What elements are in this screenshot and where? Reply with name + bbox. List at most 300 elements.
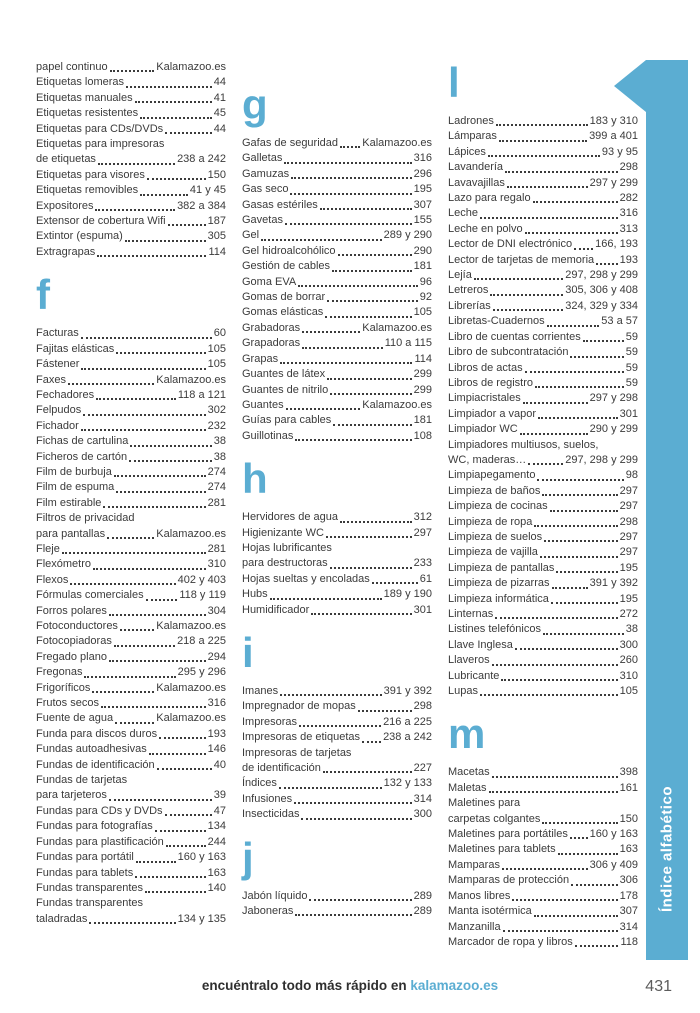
- entry-row: [448, 684, 638, 699]
- entry-label: Limpieza de pizarras: [448, 577, 550, 590]
- entry-label: Ficheros de cartón: [36, 450, 128, 463]
- entry-row: [242, 603, 432, 618]
- dot-leader: [286, 408, 361, 410]
- entry-page-number: 41 y 45: [189, 184, 226, 197]
- entry-row: [448, 191, 638, 206]
- section-letter-h: h: [242, 455, 268, 503]
- entry-page-number: 92: [419, 291, 432, 304]
- entry-page-number: 227: [413, 762, 432, 774]
- entry-page-number: 114: [414, 352, 432, 365]
- entry-label: Gomas de borrar: [242, 291, 326, 304]
- dot-leader: [534, 915, 618, 917]
- entry-row: [242, 398, 432, 413]
- entry-label: Guías para cables: [242, 414, 332, 427]
- dot-leader: [81, 368, 205, 370]
- entry-row: [36, 804, 226, 819]
- dot-leader: [340, 521, 412, 523]
- entry-page-number: 299: [413, 368, 432, 381]
- index-entry: [448, 314, 638, 329]
- entry-row: [36, 214, 226, 229]
- entry-label: Imanes: [242, 684, 279, 697]
- index-entry: [242, 321, 432, 336]
- index-entry: [36, 357, 226, 372]
- section-letter-l: l: [448, 59, 460, 106]
- entry-page-number: 53 a 57: [601, 315, 638, 328]
- dot-leader: [537, 479, 623, 481]
- entry-page-number: Kalamazoo.es: [362, 137, 432, 149]
- entry-label: Fichador: [36, 419, 79, 432]
- entry-page-number: 398: [619, 766, 638, 779]
- entry-row: [36, 434, 226, 449]
- entry-label: Manta isotérmica: [448, 905, 532, 918]
- index-entry: [242, 352, 432, 367]
- dot-leader: [535, 386, 624, 388]
- entry-label: Fundas de identificación: [36, 758, 155, 771]
- entry-page-number: 238 a 242: [383, 731, 432, 744]
- entry-page-number: 193: [207, 727, 226, 740]
- index-entry: [448, 592, 638, 607]
- entry-page-number: 294: [207, 650, 226, 663]
- entry-row: [448, 283, 638, 298]
- dot-leader: [515, 648, 618, 650]
- entry-row: [36, 168, 226, 183]
- entry-label: Lazo para regalo: [448, 192, 531, 205]
- index-entry: [242, 889, 432, 904]
- entry-row: [242, 556, 432, 571]
- dot-leader: [279, 787, 382, 789]
- entry-label: Fotocopiadoras: [36, 635, 112, 648]
- dot-leader: [301, 818, 411, 820]
- entry-label: Lejía: [448, 269, 472, 282]
- entry-row: [448, 206, 638, 221]
- entry-label: Faxes: [36, 373, 66, 386]
- entry-row: [242, 889, 432, 904]
- dot-leader: [330, 393, 411, 395]
- dot-leader: [116, 491, 205, 493]
- dot-leader: [523, 402, 588, 404]
- entry-page-number: 195: [619, 561, 638, 574]
- entry-row: [242, 290, 432, 305]
- index-entry: [36, 619, 226, 634]
- entry-row: [36, 60, 226, 75]
- entry-row: [36, 557, 226, 572]
- entry-page-number: 282: [619, 192, 638, 205]
- entry-row: [448, 376, 638, 391]
- index-entry: [448, 361, 638, 376]
- entry-label: Fechadores: [36, 388, 95, 401]
- entry-row: [242, 136, 432, 151]
- entry-row: [448, 484, 638, 499]
- index-entry: [36, 727, 226, 742]
- entry-label: Film estirable: [36, 496, 102, 509]
- entry-page-number: 289: [413, 905, 432, 918]
- entry-label: Fundas para CDs y DVDs: [36, 804, 163, 817]
- dot-leader: [125, 240, 206, 242]
- dot-leader: [570, 837, 588, 839]
- entry-label: Guantes de nitrilo: [242, 383, 329, 396]
- dot-leader: [525, 371, 624, 373]
- dot-leader: [302, 331, 360, 333]
- entry-row: [242, 730, 432, 745]
- dot-leader: [83, 414, 205, 416]
- entry-row: [36, 229, 226, 244]
- index-entry: [448, 530, 638, 545]
- dot-leader: [571, 884, 618, 886]
- entry-row: [448, 468, 638, 483]
- dot-leader: [93, 568, 206, 570]
- dot-leader: [330, 567, 412, 569]
- entry-page-number: 134: [207, 820, 226, 833]
- entry-row: [448, 330, 638, 345]
- entry-label: Insecticidas: [242, 808, 300, 821]
- entry-row: [36, 742, 226, 757]
- entry-row: [36, 527, 226, 542]
- entry-row: [242, 715, 432, 730]
- index-entry: [242, 259, 432, 274]
- index-block: [36, 60, 226, 260]
- entry-page-number: 314: [413, 792, 432, 805]
- entry-page-number: 118: [620, 935, 638, 948]
- entry-label: Limpieza de ropa: [448, 515, 533, 528]
- entry-label: Fotoconductores: [36, 620, 118, 632]
- entry-label: Limpiador a vapor: [448, 407, 537, 420]
- dot-leader: [270, 598, 382, 600]
- entry-label: Lubricante: [448, 669, 500, 682]
- entry-page-number: 189 y 190: [383, 588, 432, 601]
- entry-row: [448, 145, 638, 160]
- index-entry: [448, 299, 638, 314]
- entry-label: Fichas de cartulina: [36, 435, 129, 448]
- entry-row: [448, 237, 638, 252]
- dot-leader: [570, 356, 623, 358]
- entry-page-number: 132 y 133: [383, 777, 432, 790]
- entry-row: [242, 228, 432, 243]
- entry-label: Manos libres: [448, 889, 511, 902]
- dot-leader: [140, 194, 188, 196]
- entry-page-number: Kalamazoo.es: [156, 620, 226, 632]
- entry-page-number: 105: [619, 685, 638, 698]
- dot-leader: [62, 552, 206, 554]
- dot-leader: [291, 177, 412, 179]
- entry-label: Lector de tarjetas de memoria: [448, 253, 595, 266]
- index-entry: [448, 253, 638, 268]
- entry-label: Fundas para fotografías: [36, 820, 153, 833]
- entry-page-number: Kalamazoo.es: [156, 61, 226, 73]
- entry-row: [448, 873, 638, 888]
- dot-leader: [84, 676, 175, 678]
- entry-page-number: 118 a 121: [177, 388, 226, 401]
- entry-label-continued: para tarjeteros: [36, 789, 107, 802]
- index-entry: [448, 145, 638, 160]
- index-entry: [36, 75, 226, 90]
- entry-label: Fajitas elásticas: [36, 342, 115, 355]
- entry-page-number: 160 y 163: [589, 828, 638, 841]
- section-letter-f: f: [36, 271, 50, 319]
- entry-page-number: 160 y 163: [177, 851, 226, 864]
- dot-leader: [280, 694, 382, 696]
- entry-row: [242, 413, 432, 428]
- entry-page-number: 140: [207, 881, 226, 894]
- entry-page-number: 150: [207, 168, 226, 181]
- index-entry: [242, 603, 432, 618]
- dot-leader: [309, 899, 411, 901]
- entry-page-number: 289 y 290: [383, 229, 432, 242]
- dot-leader: [480, 694, 618, 696]
- entry-page-number: 310: [619, 669, 638, 682]
- entry-label: Hojas lubrificantes: [242, 541, 332, 554]
- entry-row: [36, 912, 226, 927]
- dot-leader: [295, 439, 411, 441]
- dot-leader: [503, 930, 618, 932]
- index-block: [448, 59, 638, 699]
- dot-leader: [165, 132, 212, 134]
- index-entry: [36, 496, 226, 511]
- entry-label: Film de burbuja: [36, 465, 112, 478]
- index-entry: [448, 468, 638, 483]
- entry-label: Letreros: [448, 284, 489, 297]
- entry-label: Film de espuma: [36, 481, 115, 494]
- entry-label: Hojas sueltas y encoladas: [242, 572, 370, 585]
- entry-page-number: 163: [207, 866, 226, 879]
- entry-label: Limpieza de baños: [448, 484, 541, 497]
- entry-label: Humidificador: [242, 603, 310, 616]
- dot-leader: [115, 722, 154, 724]
- entry-row: [36, 588, 226, 603]
- entry-label: Impresoras de tarjetas: [242, 746, 352, 759]
- dot-leader: [543, 633, 624, 635]
- index-entry: [36, 342, 226, 357]
- entry-page-number: 114: [208, 245, 226, 258]
- index-entry: [242, 587, 432, 602]
- index-entry: [36, 557, 226, 572]
- dot-leader: [474, 278, 563, 280]
- dot-leader: [147, 178, 206, 180]
- entry-label: Gestión de cables: [242, 260, 331, 273]
- entry-row: [36, 465, 226, 480]
- entry-label: Fundas para plastificación: [36, 835, 164, 848]
- entry-label: Flexómetro: [36, 558, 92, 571]
- section-letter-j: j: [242, 833, 254, 881]
- dot-leader: [326, 536, 412, 538]
- index-entry: [448, 438, 638, 469]
- index-columns: [36, 60, 638, 950]
- entry-page-number: 233: [413, 557, 432, 570]
- dot-leader: [149, 753, 206, 755]
- footer-text: encuéntralo todo más rápido en: [201, 978, 411, 993]
- entry-page-number: 134 y 135: [177, 912, 226, 925]
- page-number: 431: [645, 978, 672, 995]
- dot-leader: [575, 945, 619, 947]
- entry-page-number: 161: [619, 781, 638, 794]
- entry-row: [36, 819, 226, 834]
- entry-row: [36, 152, 226, 167]
- entry-page-number: 312: [413, 511, 432, 524]
- index-entry: [36, 742, 226, 757]
- index-entry: [36, 819, 226, 834]
- dot-leader: [492, 664, 618, 666]
- entry-label: Linternas: [448, 608, 494, 620]
- dot-leader: [109, 660, 206, 662]
- dot-leader: [358, 710, 412, 712]
- dot-leader: [547, 325, 600, 327]
- footer-link[interactable]: kalamazoo.es: [410, 978, 499, 993]
- dot-leader: [129, 460, 212, 462]
- dot-leader: [299, 725, 381, 727]
- index-entry: [36, 199, 226, 214]
- dot-leader: [120, 629, 154, 631]
- entry-row: [242, 684, 432, 699]
- entry-label: Lavavajillas: [448, 176, 505, 189]
- dot-leader: [109, 614, 206, 616]
- dot-leader: [544, 540, 617, 542]
- entry-label: Librerías: [448, 299, 491, 312]
- entry-page-number: 96: [419, 275, 432, 288]
- entry-row: [448, 453, 638, 468]
- entry-page-number: 260: [619, 654, 638, 667]
- index-entry: [36, 106, 226, 121]
- dot-leader: [496, 124, 588, 126]
- index-entry: [448, 622, 638, 637]
- entry-page-number: 44: [213, 122, 226, 135]
- index-entry: [242, 336, 432, 351]
- entry-page-number: 300: [619, 638, 638, 651]
- index-entry: [36, 245, 226, 260]
- entry-page-number: 218 a 225: [177, 635, 226, 648]
- index-entry: [36, 696, 226, 711]
- index-entry: [36, 137, 226, 168]
- index-entry: [448, 827, 638, 842]
- index-entry: [36, 835, 226, 850]
- index-entry: [448, 607, 638, 622]
- entry-label: Facturas: [36, 327, 79, 340]
- entry-row: [36, 183, 226, 198]
- index-entry: [36, 634, 226, 649]
- entry-label-continued: carpetas colgantes: [448, 812, 541, 825]
- dot-leader: [520, 433, 588, 435]
- entry-row: [242, 587, 432, 602]
- index-entry: [242, 198, 432, 213]
- entry-label: Extragrapas: [36, 245, 96, 258]
- entry-page-number: 105: [207, 358, 226, 371]
- entry-label-continued: para pantallas: [36, 527, 106, 540]
- entry-page-number: 302: [207, 404, 226, 417]
- entry-label: Grabadoras: [242, 321, 301, 334]
- entry-label: Frigoríficos: [36, 681, 91, 694]
- entry-label: Limpiapegamento: [448, 469, 536, 482]
- entry-label: Goma EVA: [242, 275, 297, 288]
- index-entry: [36, 480, 226, 495]
- index-block: [448, 710, 638, 950]
- dot-leader: [155, 830, 206, 832]
- entry-page-number: 38: [213, 435, 226, 448]
- entry-page-number: 108: [413, 429, 432, 442]
- dot-leader: [159, 737, 206, 739]
- dot-leader: [332, 270, 412, 272]
- dot-leader: [512, 899, 617, 901]
- entry-label: Fundas transparentes: [36, 881, 144, 894]
- dot-leader: [493, 309, 563, 311]
- entry-label: Listines telefónicos: [448, 623, 541, 636]
- index-entry: [36, 465, 226, 480]
- dot-leader: [502, 868, 588, 870]
- entry-row: [36, 342, 226, 357]
- entry-label: Manzanilla: [448, 920, 501, 933]
- index-tab: [646, 60, 688, 960]
- dot-leader: [135, 876, 205, 878]
- entry-row: [448, 515, 638, 530]
- dot-leader: [507, 186, 588, 188]
- entry-label: Marcador de ropa y libros: [448, 935, 573, 948]
- dot-leader: [136, 861, 176, 863]
- index-entry: [242, 541, 432, 572]
- index-entry: [36, 604, 226, 619]
- entry-label: Maletines para portátiles: [448, 828, 568, 841]
- index-entry: [36, 588, 226, 603]
- bookmark-arrow-icon: [614, 60, 646, 112]
- entry-page-number: 313: [619, 222, 638, 235]
- index-entry: [448, 176, 638, 191]
- entry-label: Etiquetas manuales: [36, 91, 133, 104]
- entry-row: [36, 711, 226, 726]
- entry-row: [36, 480, 226, 495]
- entry-label: Mamparas: [448, 858, 500, 871]
- entry-label: Etiquetas lomeras: [36, 76, 125, 89]
- entry-page-number: 166, 193: [595, 238, 638, 251]
- dot-leader: [95, 209, 175, 211]
- entry-page-number: 300: [413, 808, 432, 821]
- entry-page-number: 297: [619, 546, 638, 559]
- dot-leader: [490, 294, 563, 296]
- entry-page-number: 391 y 392: [383, 684, 432, 697]
- entry-row: [36, 619, 226, 634]
- entry-row: [242, 807, 432, 822]
- entry-row: [242, 383, 432, 398]
- dot-leader: [542, 822, 617, 824]
- dot-leader: [294, 802, 411, 804]
- entry-page-number: 216 a 225: [383, 715, 432, 728]
- dot-leader: [103, 506, 205, 508]
- entry-label: Etiquetas para visores: [36, 168, 145, 181]
- entry-label: Leche: [448, 207, 478, 220]
- entry-label: Felpudos: [36, 404, 82, 417]
- entry-label: Higienizante WC: [242, 526, 324, 539]
- entry-label: Funda para discos duros: [36, 727, 158, 740]
- dot-leader: [135, 101, 212, 103]
- entry-page-number: 391 y 392: [589, 577, 638, 590]
- index-entry: [36, 665, 226, 680]
- dot-leader: [261, 239, 382, 241]
- entry-label: Filtros de privacidad: [36, 512, 135, 525]
- dot-leader: [528, 463, 563, 465]
- index-entry: [448, 391, 638, 406]
- index-entry: [448, 935, 638, 950]
- index-entry: [448, 796, 638, 827]
- dot-leader: [110, 70, 155, 72]
- entry-page-number: 316: [619, 207, 638, 220]
- entry-label: papel continuo: [36, 61, 108, 73]
- entry-label: Galletas: [242, 152, 283, 165]
- column-3: [448, 60, 638, 950]
- dot-leader: [556, 571, 617, 573]
- entry-row: [448, 361, 638, 376]
- entry-row: [448, 160, 638, 175]
- entry-row: [36, 788, 226, 803]
- entry-label: Infusiones: [242, 792, 293, 805]
- entry-page-number: 150: [619, 812, 638, 825]
- index-entry: [36, 183, 226, 198]
- entry-label: Lector de DNI electrónico: [448, 238, 573, 251]
- entry-row: [36, 388, 226, 403]
